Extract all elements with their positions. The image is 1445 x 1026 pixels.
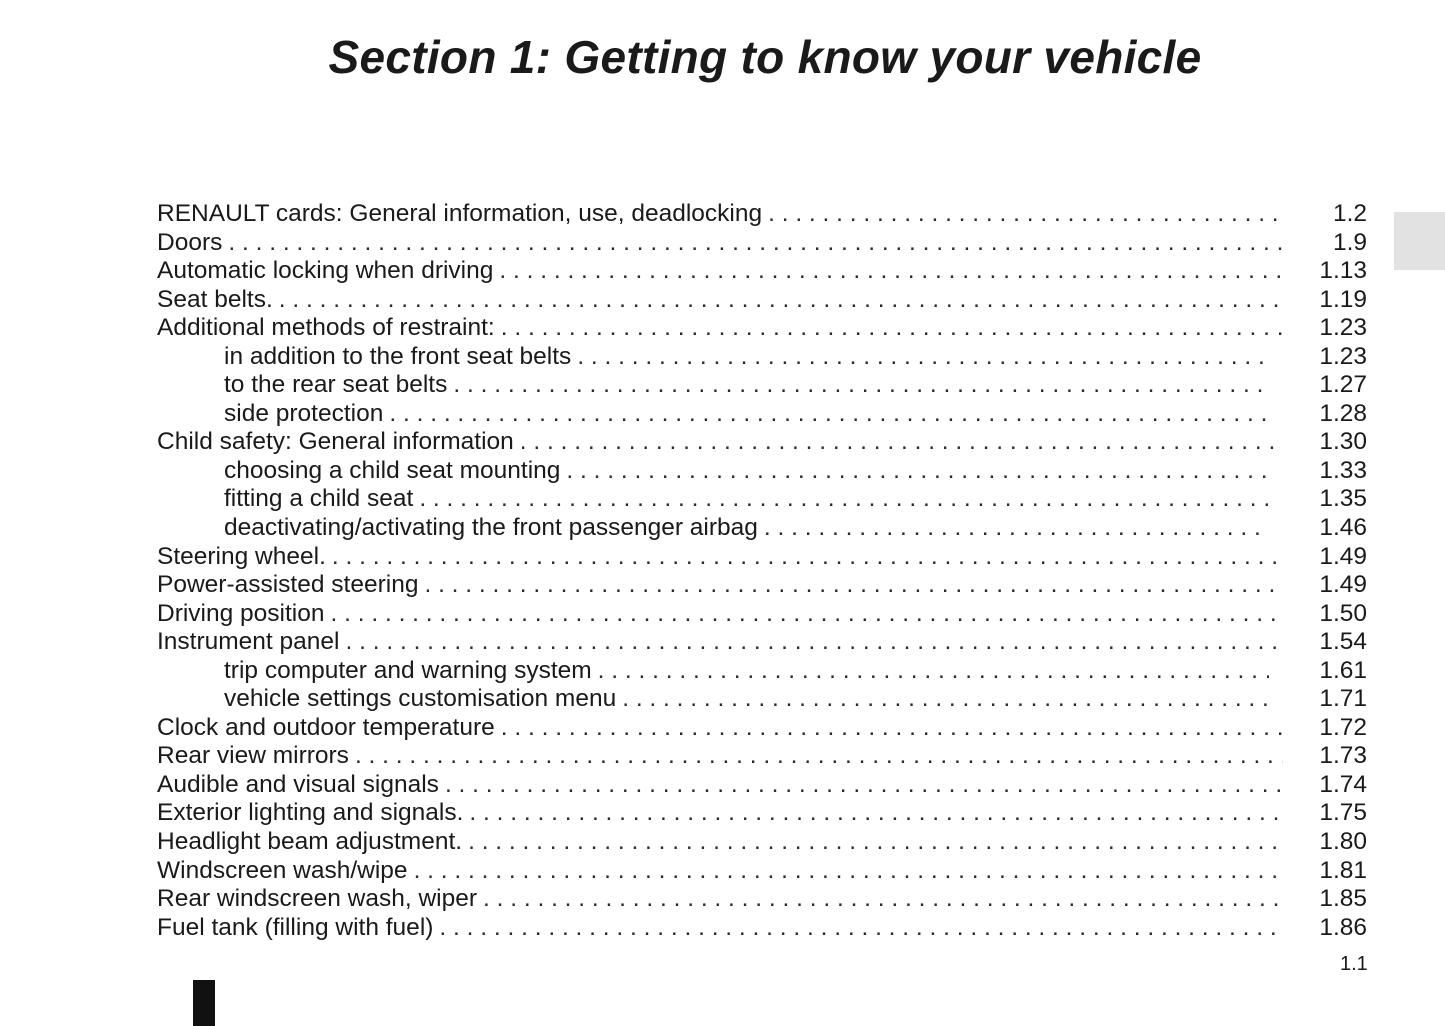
dot-leader	[355, 742, 1283, 771]
toc-entry-label: Driving position	[157, 599, 325, 627]
toc-entry-page: 1.85	[1319, 885, 1367, 913]
dot-leader	[468, 828, 1283, 857]
toc-entry-page: 1.72	[1319, 713, 1367, 741]
toc-entry-label: Exterior lighting and signals.	[157, 799, 464, 827]
toc-entry[interactable]	[157, 229, 1367, 258]
toc-entry-page: 1.80	[1319, 828, 1367, 856]
section-tab-marker	[1394, 212, 1445, 270]
dot-leader	[445, 771, 1283, 800]
toc-entry[interactable]	[157, 628, 1367, 657]
toc-entry-page: 1.28	[1319, 399, 1367, 427]
dot-leader	[469, 799, 1283, 828]
section-title: Section 1: Getting to know your vehicle	[328, 31, 1202, 83]
toc-subentry[interactable]	[157, 371, 1367, 400]
toc-entry-label: deactivating/activating the front passenger airbag	[224, 514, 758, 542]
toc-entry-page: 1.27	[1319, 371, 1367, 399]
toc-entry-page: 1.33	[1319, 456, 1367, 484]
toc-entry[interactable]	[157, 914, 1367, 943]
dot-leader	[501, 314, 1283, 343]
toc-entry-label: Power-assisted steering	[157, 571, 419, 599]
toc-entry[interactable]	[157, 857, 1367, 886]
toc-subentry[interactable]	[157, 685, 1367, 714]
toc-entry[interactable]	[157, 257, 1367, 286]
edge-marker	[193, 980, 215, 1026]
toc-entry[interactable]	[157, 571, 1367, 600]
dot-leader	[764, 514, 1269, 543]
toc-entry-label: vehicle settings customisation menu	[224, 685, 617, 713]
toc-entry-label: Child safety: General information	[157, 428, 514, 456]
dot-leader	[424, 571, 1283, 600]
dot-leader	[501, 714, 1283, 743]
toc-entry-page: 1.61	[1319, 656, 1367, 684]
toc-subentry[interactable]	[157, 485, 1367, 514]
toc-subentry[interactable]	[157, 343, 1367, 372]
toc-entry-page: 1.71	[1319, 685, 1367, 713]
toc-entry-page: 1.50	[1319, 599, 1367, 627]
toc-entry-label: Windscreen wash/wipe	[157, 856, 408, 884]
dot-leader	[228, 229, 1283, 258]
toc-entry-page: 1.35	[1319, 485, 1367, 513]
table-of-contents	[157, 200, 1367, 942]
dot-leader	[279, 286, 1283, 315]
toc-entry-label: fitting a child seat	[224, 485, 414, 513]
toc-entry-page: 1.81	[1319, 856, 1367, 884]
toc-entry-label: Doors	[157, 228, 223, 256]
toc-entry-label: RENAULT cards: General information, use, deadlocking	[157, 200, 763, 227]
toc-entry-page: 1.23	[1319, 314, 1367, 342]
dot-leader	[566, 457, 1269, 486]
toc-entry[interactable]	[157, 885, 1367, 914]
dot-leader	[598, 657, 1269, 686]
toc-entry-label: trip computer and warning system	[224, 656, 592, 684]
toc-entry[interactable]	[157, 742, 1367, 771]
dot-leader	[768, 200, 1283, 229]
toc-subentry[interactable]	[157, 514, 1367, 543]
toc-entry-page: 1.49	[1319, 571, 1367, 599]
dot-leader	[414, 857, 1283, 886]
toc-entry-label: Rear view mirrors	[157, 742, 349, 770]
toc-entry[interactable]	[157, 771, 1367, 800]
toc-entry[interactable]	[157, 828, 1367, 857]
toc-entry-label: to the rear seat belts	[224, 371, 448, 399]
toc-entry-page: 1.46	[1319, 514, 1367, 542]
toc-entry-label: Headlight beam adjustment.	[157, 828, 463, 856]
toc-entry[interactable]	[157, 314, 1367, 343]
toc-entry-page: 1.9	[1332, 228, 1367, 256]
toc-entry-label: Additional methods of restraint:	[157, 314, 495, 342]
toc-entry-label: Fuel tank (filling with fuel)	[157, 913, 434, 941]
toc-entry-label: Steering wheel.	[157, 542, 326, 570]
toc-entry[interactable]	[157, 543, 1367, 572]
toc-entry[interactable]	[157, 200, 1367, 229]
toc-entry-label: Clock and outdoor temperature	[157, 713, 495, 741]
toc-entry[interactable]	[157, 600, 1367, 629]
toc-entry-label: Instrument panel	[157, 628, 340, 656]
dot-leader	[346, 628, 1284, 657]
dot-leader	[439, 914, 1283, 943]
toc-entry-label: in addition to the front seat belts	[224, 342, 572, 370]
dot-leader	[389, 400, 1269, 429]
toc-entry-label: Rear windscreen wash, wiper	[157, 885, 477, 913]
toc-entry-page: 1.73	[1319, 742, 1367, 770]
toc-entry-page: 1.2	[1332, 200, 1367, 227]
toc-entry-label: choosing a child seat mounting	[224, 456, 561, 484]
toc-entry-page: 1.30	[1319, 428, 1367, 456]
dot-leader	[332, 543, 1283, 572]
dot-leader	[453, 371, 1269, 400]
toc-entry[interactable]	[157, 714, 1367, 743]
dot-leader	[331, 600, 1284, 629]
dot-leader	[577, 343, 1269, 372]
toc-entry-page: 1.13	[1319, 257, 1367, 285]
toc-entry-label: Automatic locking when driving	[157, 257, 494, 285]
toc-subentry[interactable]	[157, 657, 1367, 686]
toc-entry-page: 1.74	[1319, 770, 1367, 798]
toc-entry[interactable]	[157, 428, 1367, 457]
toc-entry-label: side protection	[224, 399, 384, 427]
toc-entry[interactable]	[157, 286, 1367, 315]
dot-leader	[483, 885, 1283, 914]
dot-leader	[419, 485, 1269, 514]
toc-entry-page: 1.86	[1319, 913, 1367, 941]
toc-entry-page: 1.49	[1319, 542, 1367, 570]
toc-subentry[interactable]	[157, 400, 1367, 429]
toc-entry-page: 1.54	[1319, 628, 1367, 656]
page-number: 1.1	[1340, 953, 1368, 975]
dot-leader	[622, 685, 1269, 714]
toc-entry-page: 1.75	[1319, 799, 1367, 827]
toc-entry-page: 1.23	[1319, 342, 1367, 370]
dot-leader	[499, 257, 1283, 286]
toc-entry-label: Seat belts.	[157, 285, 273, 313]
toc-entry-label: Audible and visual signals	[157, 770, 439, 798]
toc-entry[interactable]	[157, 799, 1367, 828]
toc-entry-page: 1.19	[1319, 285, 1367, 313]
toc-subentry[interactable]	[157, 457, 1367, 486]
dot-leader	[520, 428, 1283, 457]
